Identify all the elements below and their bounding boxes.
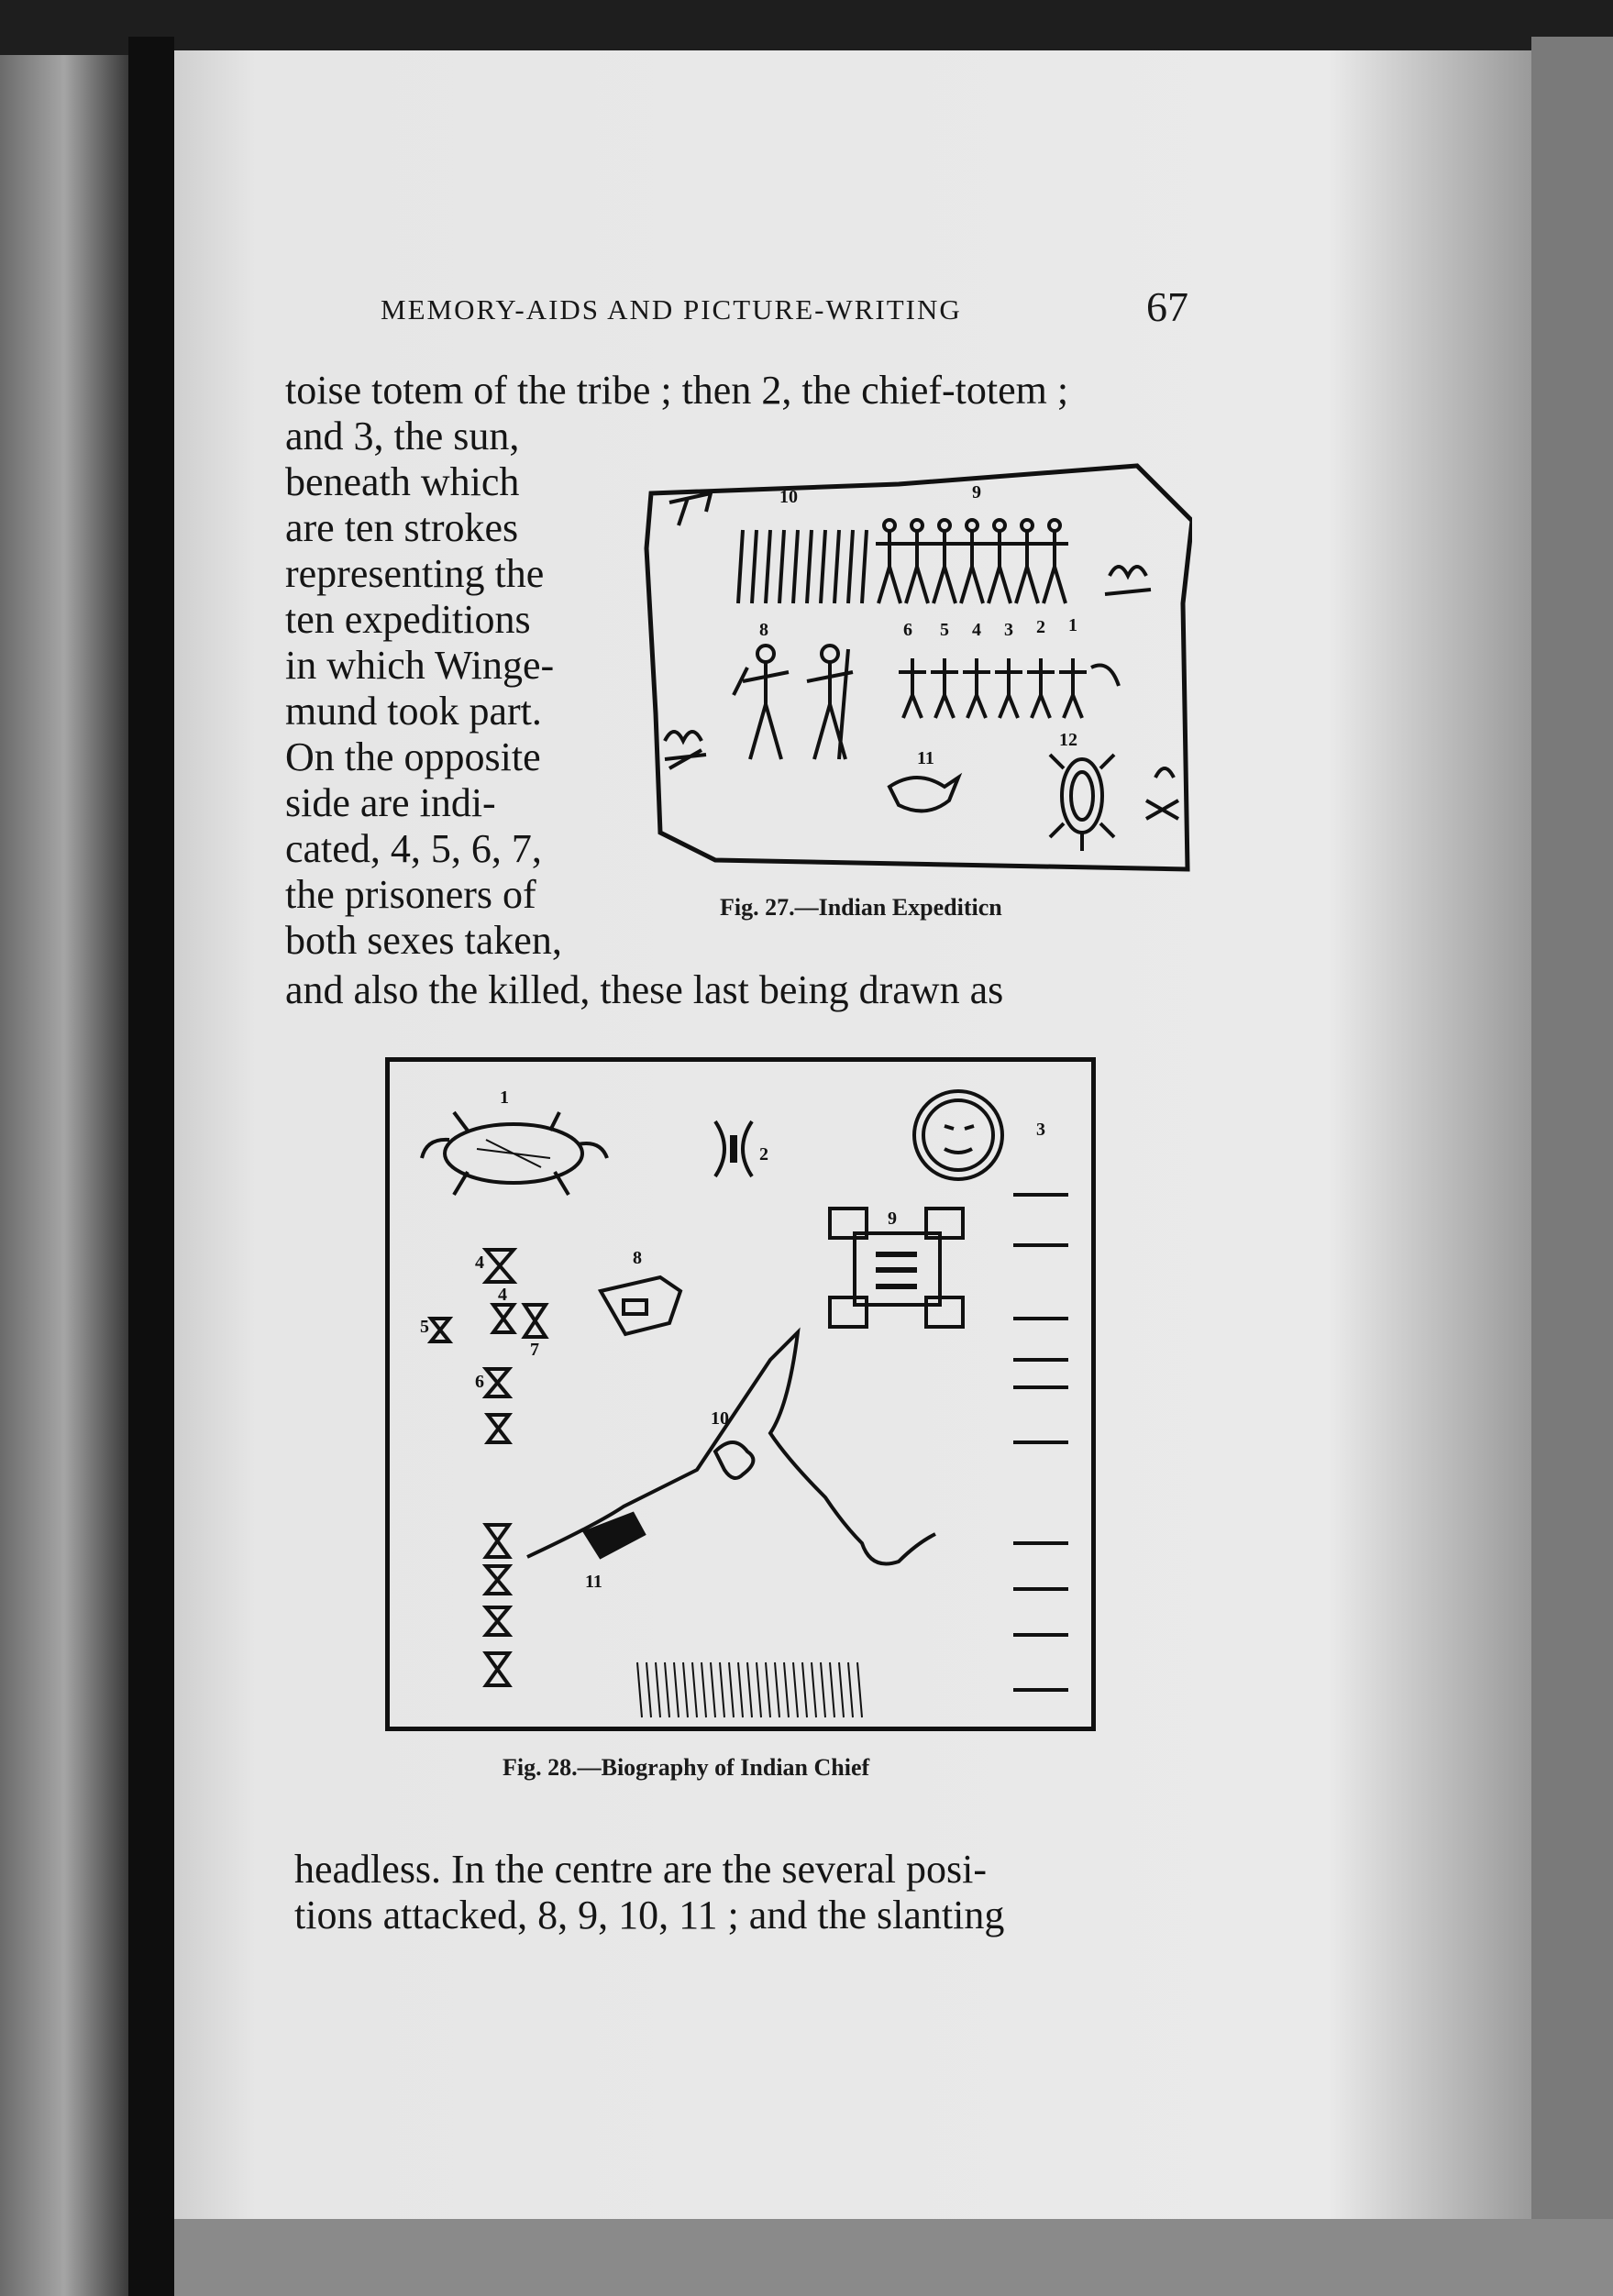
fig27-label: 10 <box>779 487 798 507</box>
text-line: and 3, the sun, <box>285 414 520 458</box>
fig28-label: 3 <box>1036 1120 1045 1140</box>
text-line: both sexes taken, <box>285 918 562 963</box>
fig27-label: 2 <box>1036 617 1045 637</box>
running-head <box>367 283 1192 330</box>
fig28-label: 11 <box>585 1572 602 1592</box>
text-line: mund took part. <box>285 689 542 734</box>
figure-27-illustration <box>642 438 1192 878</box>
text-line: are ten strokes <box>285 505 519 550</box>
text-line: representing the <box>285 551 545 596</box>
fig28-label: 4 <box>498 1285 507 1305</box>
text-line: in which Winge- <box>285 643 555 688</box>
fig28-label: 2 <box>759 1144 768 1165</box>
figure-28-caption: Fig. 28.—Biography of Indian Chief <box>503 1754 870 1781</box>
text-line: the prisoners of <box>285 872 536 917</box>
fig28-label: 8 <box>633 1248 642 1268</box>
fig27-label: 9 <box>972 482 981 502</box>
text-line: side are indi- <box>285 780 496 825</box>
fig27-label: 12 <box>1059 730 1077 750</box>
fig28-label: 4 <box>475 1253 484 1273</box>
fig28-label: 10 <box>711 1408 729 1429</box>
fig28-label: 1 <box>500 1087 509 1108</box>
fig28-label: 7 <box>530 1340 539 1360</box>
text-line: tions attacked, 8, 9, 10, 11 ; and the slanting <box>294 1893 1005 1937</box>
running-title: MEMORY-AIDS AND PICTURE-WRITING <box>381 293 962 326</box>
text-line: and also the killed, these last being drawn as <box>285 967 1004 1012</box>
text-line: cated, 4, 5, 6, 7, <box>285 826 542 871</box>
fig27-label: 4 <box>972 620 981 640</box>
figure-27-caption: Fig. 27.—Indian Expediticn <box>720 894 1002 921</box>
fig27-label: 5 <box>940 620 949 640</box>
text-line: headless. In the centre are the several posi- <box>294 1847 987 1892</box>
page-number: 67 <box>1146 283 1188 330</box>
text-line: ten expeditions <box>285 597 531 642</box>
fig27-label: 3 <box>1004 620 1013 640</box>
text-line: toise totem of the tribe ; then 2, the chief-totem ; <box>285 368 1069 413</box>
fig28-label: 5 <box>420 1317 429 1337</box>
fig28-label: 6 <box>475 1372 484 1392</box>
fig27-label: 11 <box>917 748 934 768</box>
text-line: beneath which <box>285 459 520 504</box>
text-line: On the opposite <box>285 734 541 779</box>
fig27-label: 6 <box>903 620 912 640</box>
fig28-label: 9 <box>888 1209 897 1229</box>
fig27-label: 1 <box>1068 615 1077 635</box>
figure-28-illustration <box>385 1057 1096 1731</box>
fig27-label: 8 <box>759 620 768 640</box>
